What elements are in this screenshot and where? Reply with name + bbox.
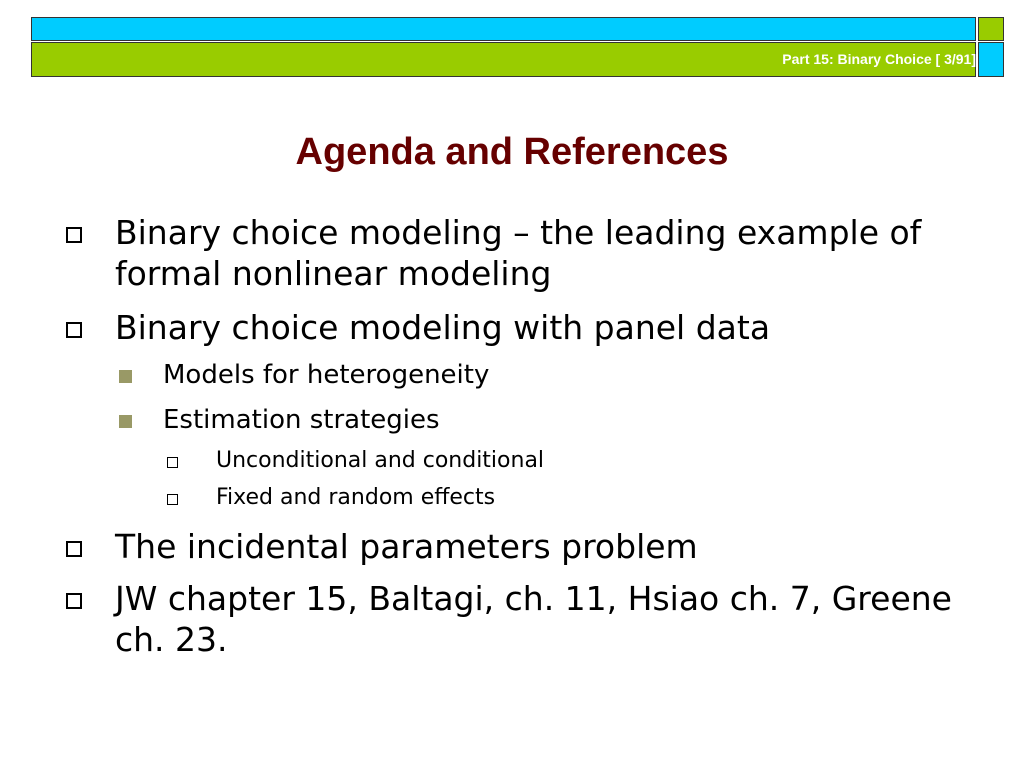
bullet-item: Binary choice modeling – the leading example of formal nonlinear modeling	[115, 213, 922, 293]
header-corner-green	[978, 17, 1004, 41]
filled-square-bullet-icon	[119, 370, 132, 383]
hollow-square-bullet-icon	[66, 227, 82, 243]
hollow-square-bullet-icon	[66, 541, 82, 557]
slide-title: Agenda and References	[295, 131, 729, 173]
small-hollow-square-bullet-icon	[167, 457, 178, 468]
sub-bullet-item: Estimation strategies	[163, 405, 440, 435]
small-hollow-square-bullet-icon	[167, 494, 178, 505]
bullet-item: JW chapter 15, Baltagi, ch. 11, Hsiao ch. 7, Greene ch. 23.	[115, 579, 952, 659]
hollow-square-bullet-icon	[66, 322, 82, 338]
bullet-item: The incidental parameters problem	[115, 527, 698, 566]
bullet-item: Binary choice modeling with panel data	[115, 308, 771, 347]
hollow-square-bullet-icon	[66, 593, 82, 609]
header-corner-cyan	[978, 42, 1004, 77]
header-bar-cyan	[31, 17, 976, 41]
filled-square-bullet-icon	[119, 415, 132, 428]
sub-sub-bullet-item: Fixed and random effects	[216, 485, 496, 510]
sub-sub-bullet-item: Unconditional and conditional	[216, 448, 545, 473]
slide-indicator: Part 15: Binary Choice [ 3/91]	[782, 51, 976, 67]
sub-bullet-item: Models for heterogeneity	[163, 360, 490, 390]
